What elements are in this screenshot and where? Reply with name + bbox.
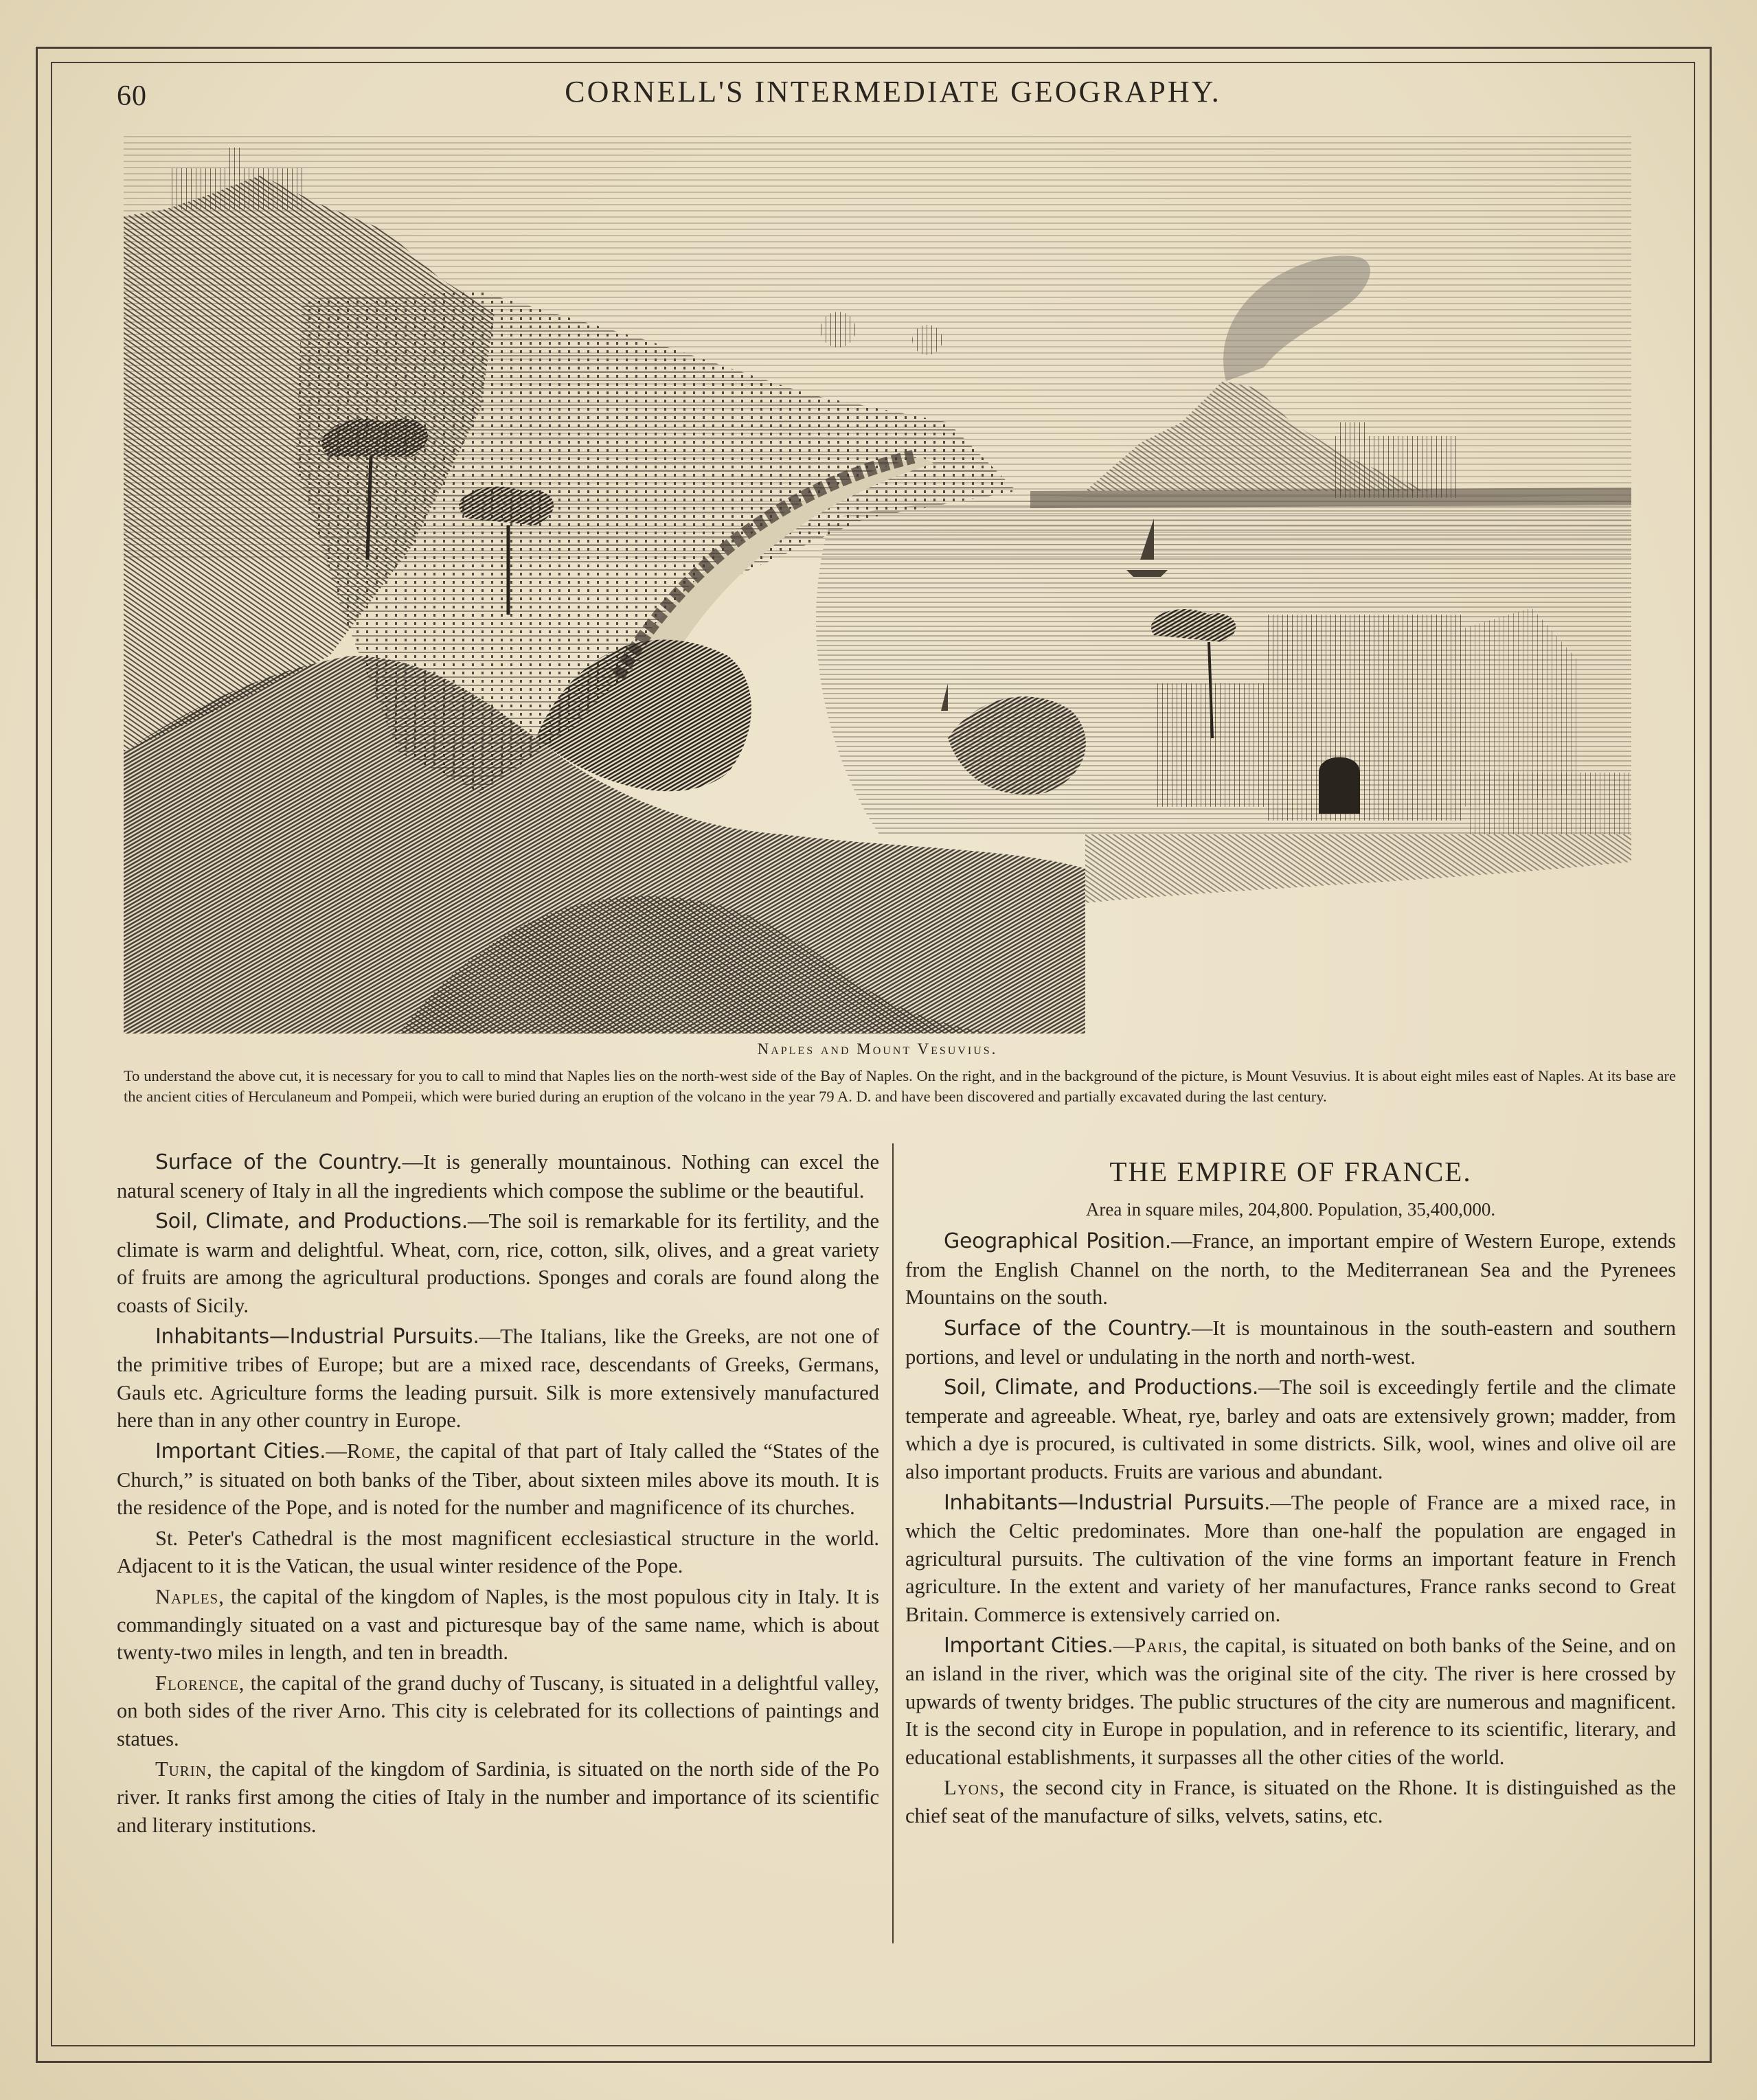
text-inhabitants: —The Italians, like the Greeks, are not one of the primitive tribes of Europe; but are a mixed race, descendants of Greeks, Germans, Gauls etc. Agriculture forms the leading pursuit. Silk is more extensively manufactured here than in any other country in Europe. <box>117 1324 879 1433</box>
heading-cities-france: Important Cities. <box>944 1633 1113 1658</box>
paragraph-inhabitants-france <box>905 1489 1676 1629</box>
engraving-naples-vesuvius <box>124 134 1631 1034</box>
paragraph-surface-france <box>905 1314 1676 1371</box>
city-paris: Paris, <box>1134 1633 1188 1657</box>
text-soil-france: —The soil is exceedingly fertile and the climate temperate and agreeable. Wheat, rye, barley and oats are extensively grown; madder, from which a dye is procured, is cultivated in some districts. Silk, wool, wines and olive oil are also important products. Fruits are various and abundant. <box>905 1376 1677 1483</box>
text-inhabitants-france: —The people of France are a mixed race, in which the Celtic predominates. More than one-half the population are engaged in agricultural pursuits. The cultivation of the vine forms an important feature in French agriculture. In the extent and variety of her manufactures, France ranks second to Great Britain. Commerce is extensively carried on. <box>905 1490 1676 1626</box>
illustration-title: Naples and Mount Vesuvius. <box>757 1040 998 1058</box>
paragraph-naples <box>117 1583 879 1667</box>
page-number: 60 <box>117 80 147 112</box>
illustration-caption: To understand the above cut, it is necessary for you to call to mind that Naples lies on the north-west side of the Bay of Naples. On the right, and in the background of the picture, is Mount Vesuvius. It is about eight miles east of Naples. At its base are the ancient cities of Herculaneum and Pompeii, which were buried during an eruption of the volcano in the year 79 A. D. and have been discovered and partially excavated during the last century. <box>124 1067 1676 1105</box>
heading-soil-france: Soil, Climate, and Productions. <box>944 1376 1259 1400</box>
city-turin: Turin, <box>155 1757 213 1781</box>
heading-position: Geographical Position. <box>944 1229 1171 1254</box>
paragraph-st-peters: St. Peter's Cathedral is the most magnificent ecclesiastical structure in the world. Adjacent to it is the Vatican, the usual winter residence of the Pope. <box>117 1526 879 1578</box>
text-rome: the capital of that part of Italy called the “States of the Church,” is situated on both banks of the Tiber, about sixteen miles above its mouth. It is the residence of the Pope, and is noted for the number and magnificence of its churches. <box>117 1439 879 1520</box>
heading-surface: Surface of the Country. <box>155 1150 403 1174</box>
running-head <box>117 74 1669 122</box>
heading-cities: Important Cities. <box>155 1439 326 1463</box>
paragraph-florence <box>117 1669 879 1753</box>
section-title-france: THE EMPIRE OF FRANCE. <box>1109 1156 1472 1187</box>
paragraph-inhabitants-italy <box>117 1323 879 1435</box>
paragraph-position-france <box>905 1227 1676 1312</box>
city-lyons: Lyons, <box>944 1776 1006 1800</box>
france-area-population: Area in square miles, 204,800. Population, 35,400,000. <box>1085 1198 1496 1220</box>
heading-inhabitants-france: Inhabitants—Industrial Pursuits. <box>944 1490 1271 1515</box>
city-florence: Florence, <box>155 1671 245 1695</box>
heading-soil: Soil, Climate, and Productions. <box>155 1209 468 1234</box>
text-surface: —It is generally mountainous. Nothing can excel the natural scenery of Italy in all the ingredients which compose the sublime or the beautiful. <box>117 1150 879 1202</box>
paragraph-surface-italy <box>117 1148 879 1205</box>
text-naples: the capital of the kingdom of Naples, is the most populous city in Italy. It is commandingly situated on a vast and picturesque bay of the same name, which is about twenty-two miles in length, and ten in breadth. <box>117 1584 879 1665</box>
text-soil: —The soil is remarkable for its fertility, and the climate is warm and delightful. Wheat, corn, rice, cotton, silk, olives, and a great variety of fruits are among the agricultural productions. Sponges and corals are found along the coasts of Sicily. <box>117 1209 879 1317</box>
text-florence: the capital of the grand duchy of Tuscany, is situated in a delightful valley, on both sides of the river Arno. This city is celebrated for its collections of paintings and statues. <box>117 1671 879 1750</box>
paragraph-turin <box>117 1755 879 1839</box>
column-rule <box>892 1143 894 1943</box>
paragraph-soil-italy <box>117 1207 879 1319</box>
heading-inhabitants: Inhabitants—Industrial Pursuits. <box>155 1324 479 1349</box>
right-column <box>905 1148 1676 1833</box>
text-position: —France, an important empire of Western Europe, extends from the English Channel on the north, to the Mediterranean Sea and the Pyrenees Mountains on the south. <box>905 1229 1676 1310</box>
paragraph-paris: Important Cities.—Paris, the capital, is situated on both banks of the Seine, and on an island in the river, which was the original site of the city. The river is here crossed by upwards of twenty bridges. The public structures of the city are numerous and magnificent. It is the second city in Europe in population, and in reference to its scientific, literary, and educational establishments, it surpasses all the other cities of the world. <box>905 1633 1676 1769</box>
paragraph-rome: Important Cities.—Rome, the capital of that part of Italy called the “States of the Church,” is situated on both banks of the Tiber, about sixteen miles above its mouth. It is the residence of the Pope, and is noted for the number and magnificence of its churches. <box>117 1439 879 1520</box>
left-column <box>117 1148 879 1842</box>
text-lyons: the second city in France, is situated on the Rhone. It is distinguished as the chief seat of the manufacture of silks, velvets, satins, etc. <box>905 1776 1676 1828</box>
city-rome: Rome, <box>346 1439 402 1463</box>
heading-surface-france: Surface of the Country. <box>944 1316 1192 1340</box>
book-title: CORNELL'S INTERMEDIATE GEOGRAPHY. <box>565 75 1221 109</box>
paragraph-lyons <box>905 1774 1676 1829</box>
text-turin: the capital of the kingdom of Sardinia, is situated on the north side of the Po river. It ranks first among the cities of Italy in the number and importance of its scientific and literary institutions. <box>117 1757 879 1837</box>
text-paris: the capital, is situated on both banks of the Seine, and on an island in the river, which was the original site of the city. The river is here crossed by upwards of twenty bridges. The public structures of the city are numerous and magnificent. It is the second city in Europe in population, and in reference to its scientific, literary, and educational establishments, it surpasses all the other cities of the world. <box>905 1633 1676 1769</box>
city-naples: Naples, <box>155 1584 225 1608</box>
text-surface-france: —It is mountainous in the south-eastern and southern portions, and level or undulating in the north and north-west. <box>905 1316 1676 1369</box>
paragraph-soil-france <box>905 1373 1676 1485</box>
